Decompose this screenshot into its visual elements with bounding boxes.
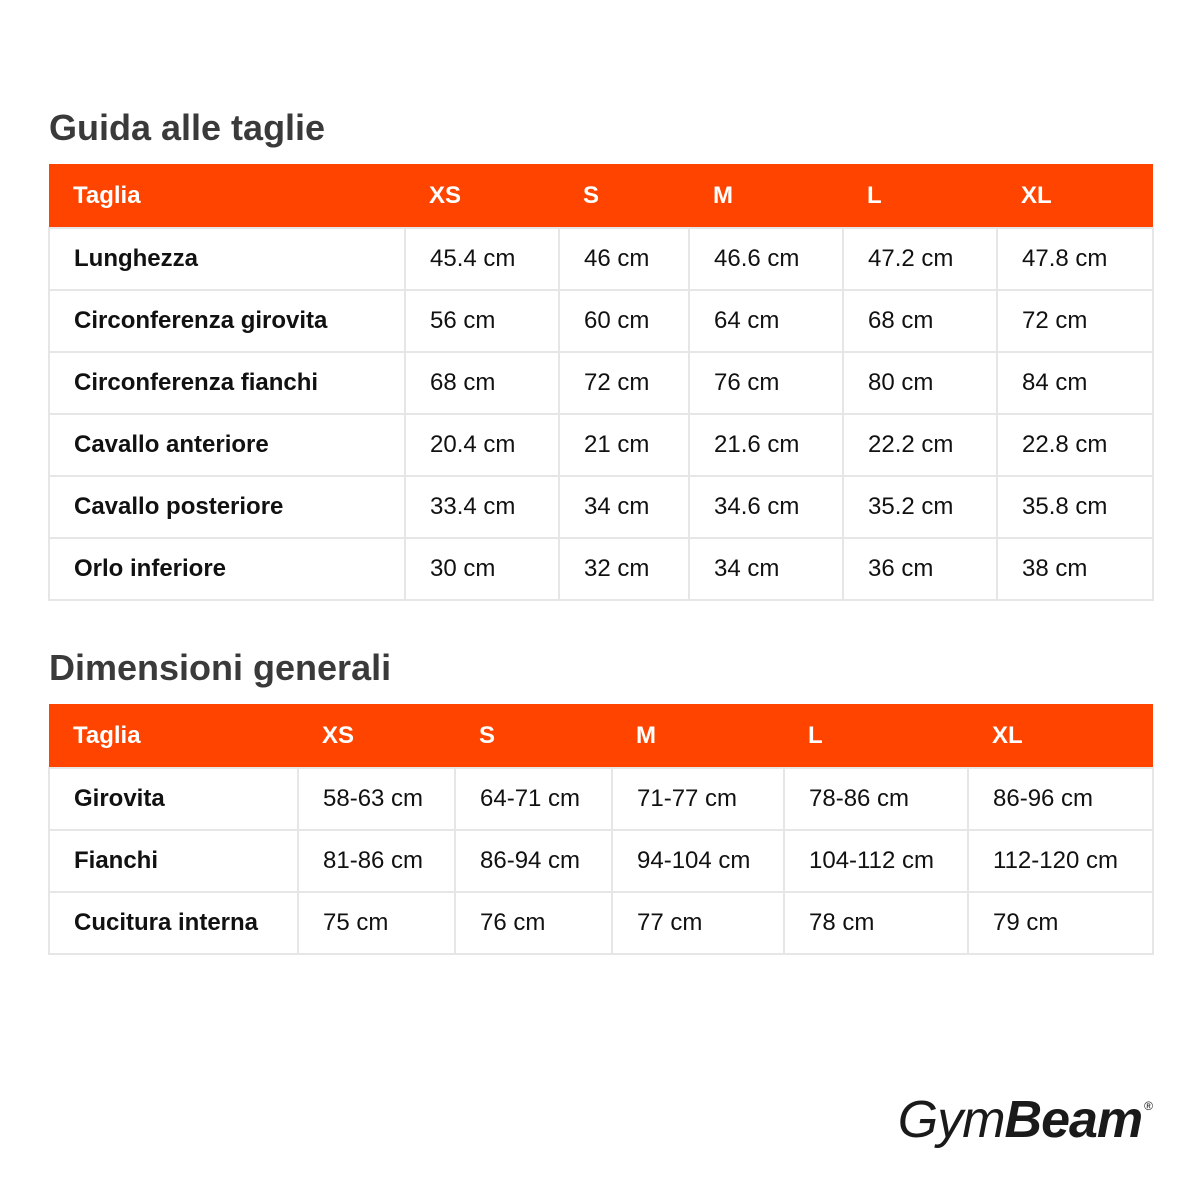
size-guide-title: Guida alle taglie — [49, 107, 326, 148]
table-cell: 64 cm — [689, 290, 843, 352]
table-cell: 104-112 cm — [784, 830, 968, 892]
table-cell: 56 cm — [405, 290, 559, 352]
table-cell: 76 cm — [689, 352, 843, 414]
row-label: Orlo inferiore — [49, 538, 405, 600]
table-cell: 77 cm — [612, 892, 784, 954]
table-cell: 46.6 cm — [689, 228, 843, 290]
table-cell: 35.8 cm — [997, 476, 1153, 538]
column-header: M — [612, 704, 784, 768]
table-cell: 79 cm — [968, 892, 1153, 954]
row-label: Girovita — [49, 768, 298, 830]
table-cell: 33.4 cm — [405, 476, 559, 538]
table-cell: 32 cm — [559, 538, 689, 600]
column-header: XS — [405, 164, 559, 228]
table-cell: 36 cm — [843, 538, 997, 600]
column-header: XS — [298, 704, 455, 768]
table-row — [49, 352, 1153, 414]
table-cell: 35.2 cm — [843, 476, 997, 538]
table-cell: 64-71 cm — [455, 768, 612, 830]
table-row — [49, 538, 1153, 600]
table-cell: 46 cm — [559, 228, 689, 290]
table-cell: 81-86 cm — [298, 830, 455, 892]
table-cell: 30 cm — [405, 538, 559, 600]
table-cell: 78-86 cm — [784, 768, 968, 830]
column-header: L — [843, 164, 997, 228]
table-row — [49, 476, 1153, 538]
table-cell: 72 cm — [559, 352, 689, 414]
table-cell: 21.6 cm — [689, 414, 843, 476]
table-cell: 84 cm — [997, 352, 1153, 414]
gymbeam-logo — [897, 1091, 1152, 1149]
general-dimensions-header-row — [49, 704, 1153, 768]
table-cell: 80 cm — [843, 352, 997, 414]
size-guide-table — [48, 164, 1154, 601]
size-guide-header-row — [49, 164, 1153, 228]
logo-text-bold: Beam — [1004, 1091, 1143, 1149]
general-dimensions-title: Dimensioni generali — [49, 647, 392, 688]
table-row — [49, 768, 1153, 830]
table-cell: 75 cm — [298, 892, 455, 954]
table-cell: 68 cm — [843, 290, 997, 352]
table-cell: 22.8 cm — [997, 414, 1153, 476]
table-cell: 21 cm — [559, 414, 689, 476]
table-cell: 78 cm — [784, 892, 968, 954]
table-cell: 86-96 cm — [968, 768, 1153, 830]
table-cell: 76 cm — [455, 892, 612, 954]
table-cell: 45.4 cm — [405, 228, 559, 290]
table-cell: 71-77 cm — [612, 768, 784, 830]
table-row — [49, 228, 1153, 290]
table-cell: 22.2 cm — [843, 414, 997, 476]
row-label: Cucitura interna — [49, 892, 298, 954]
row-label: Circonferenza fianchi — [49, 352, 405, 414]
column-header: L — [784, 704, 968, 768]
table-cell: 112-120 cm — [968, 830, 1153, 892]
table-cell: 72 cm — [997, 290, 1153, 352]
column-header: XL — [968, 704, 1153, 768]
column-header: S — [455, 704, 612, 768]
column-header: M — [689, 164, 843, 228]
table-cell: 34 cm — [559, 476, 689, 538]
table-row — [49, 414, 1153, 476]
table-cell: 68 cm — [405, 352, 559, 414]
table-cell: 94-104 cm — [612, 830, 784, 892]
row-label: Lunghezza — [49, 228, 405, 290]
table-cell: 47.2 cm — [843, 228, 997, 290]
row-label: Fianchi — [49, 830, 298, 892]
column-header: Taglia — [49, 704, 298, 768]
row-label: Circonferenza girovita — [49, 290, 405, 352]
table-cell: 86-94 cm — [455, 830, 612, 892]
table-cell: 47.8 cm — [997, 228, 1153, 290]
table-cell: 60 cm — [559, 290, 689, 352]
table-cell: 58-63 cm — [298, 768, 455, 830]
table-cell: 34.6 cm — [689, 476, 843, 538]
column-header: XL — [997, 164, 1153, 228]
column-header: Taglia — [49, 164, 405, 228]
table-cell: 38 cm — [997, 538, 1153, 600]
table-row — [49, 290, 1153, 352]
column-header: S — [559, 164, 689, 228]
table-cell: 20.4 cm — [405, 414, 559, 476]
row-label: Cavallo posteriore — [49, 476, 405, 538]
row-label: Cavallo anteriore — [49, 414, 405, 476]
logo-text-light: Gym — [897, 1091, 1005, 1149]
registered-mark: ® — [1144, 1099, 1152, 1113]
general-dimensions-table — [48, 704, 1154, 955]
table-row — [49, 830, 1153, 892]
table-row — [49, 892, 1153, 954]
table-cell: 34 cm — [689, 538, 843, 600]
